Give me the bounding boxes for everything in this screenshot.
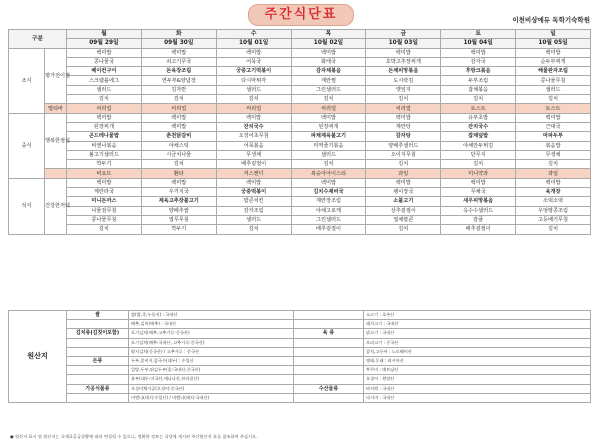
menu-item: 백미밥	[67, 178, 142, 187]
origin-row	[9, 366, 591, 375]
menu-item: 도시락김	[366, 76, 441, 85]
menu-item: 마파두부	[516, 132, 591, 141]
menu-item: 샐러드	[291, 150, 366, 159]
menu-item: 김치	[67, 225, 142, 234]
origin-value: 두부,콩비지,콩국수(대두) : 수입산	[129, 356, 294, 365]
menu-item: 김치	[441, 95, 516, 104]
menu-row	[9, 67, 591, 76]
menu-item: 무생채	[216, 150, 291, 159]
menu-item: 김치	[366, 225, 441, 234]
section-label: 구분	[9, 30, 67, 49]
date-header: 10월 02일	[291, 39, 366, 48]
band-label	[45, 169, 67, 178]
origin-row	[9, 393, 591, 402]
menu-item: 호박고추장찌개	[366, 57, 441, 66]
menu-item: 어묵국	[216, 57, 291, 66]
menu-item: 백미밥	[516, 48, 591, 57]
menu-item: 제육고추장불고기	[141, 197, 216, 206]
menu-item: 백미밥	[141, 48, 216, 57]
menu-item: 샐러드	[516, 85, 591, 94]
day-header: 수	[216, 30, 291, 39]
menu-item: 잔치국수	[216, 122, 291, 131]
menu-item: 백미밥	[441, 178, 516, 187]
menu-item: 무생채	[516, 150, 591, 159]
menu-item: 백미밥	[141, 178, 216, 187]
origin-row	[9, 338, 591, 347]
menu-item: 김치	[141, 160, 216, 169]
origin-row	[9, 375, 591, 384]
menu-item: 김치	[291, 160, 366, 169]
origin-value: 소고기 : 호주산	[364, 311, 591, 320]
origin-category	[67, 393, 129, 402]
menu-item: 새우피망볶음	[441, 197, 516, 206]
origin-row	[9, 356, 591, 365]
menu-row	[9, 178, 591, 187]
menu-item: 된장찌개	[67, 122, 142, 131]
origin-value: 바지락 : 국내산	[364, 384, 591, 393]
menu-item: 야채스틱	[141, 141, 216, 150]
origin-category	[294, 393, 364, 402]
menu-item: 콩나물무침	[516, 76, 591, 85]
menu-item: 감자조림	[216, 206, 291, 215]
menu-item: 백미밥	[516, 178, 591, 187]
meal-sublabel: 건강한저녁	[45, 178, 67, 234]
menu-item: 김치	[67, 95, 142, 104]
menu-row	[9, 160, 591, 169]
origin-row	[9, 384, 591, 393]
band-item: 환타	[141, 169, 216, 178]
menu-row	[9, 150, 591, 159]
origin-value: 돼지고기 : 국내산	[364, 320, 591, 329]
origin-category	[67, 347, 129, 356]
origin-category	[294, 347, 364, 356]
band-item: 씨리얼	[141, 104, 216, 113]
menu-row	[9, 95, 591, 104]
menu-item: 된장찌개	[291, 122, 366, 131]
menu-table	[8, 29, 591, 235]
menu-item: 백미밥	[216, 113, 291, 122]
menu-item: 야채고로케	[291, 206, 366, 215]
band-label: 멀티바	[45, 104, 67, 113]
menu-item: 순두부찌개	[516, 57, 591, 66]
menu-row	[9, 57, 591, 66]
band-item: 씨리얼	[216, 104, 291, 113]
date-header: 10월 03일	[366, 39, 441, 48]
menu-item: 잔치국수	[441, 122, 516, 131]
origin-value: 닭고기 : 국내산	[364, 329, 591, 338]
origin-value: 얼방,두부,튀김두부(콩:국내산,중국산)	[129, 366, 294, 375]
menu-row	[9, 132, 591, 141]
page-title: 주간식단표	[248, 4, 354, 26]
menu-item: 미니돈까스	[67, 197, 142, 206]
meal-sublabel: 행복한점심	[45, 113, 67, 169]
origin-row	[9, 329, 591, 338]
menu-item: 김치	[291, 95, 366, 104]
origin-value: 양지김치(중국산) / 고추가루 : 중국산	[129, 347, 294, 356]
band-item: 씨리얼	[67, 104, 142, 113]
menu-item: 김자반	[141, 85, 216, 94]
date-header: 10월 04일	[441, 39, 516, 48]
menu-row	[9, 141, 591, 150]
origin-category	[294, 366, 364, 375]
origin-category	[67, 366, 129, 375]
menu-item: 감자채볶음	[291, 67, 366, 76]
menu-item: 김치	[516, 225, 591, 234]
menu-item: 감자국	[441, 57, 516, 66]
menu-item: 돈채피망볶음	[366, 67, 441, 76]
menu-item: 야채만두튀김	[441, 141, 516, 150]
origin-row	[9, 320, 591, 329]
menu-item: 백미밥	[291, 178, 366, 187]
menu-item: 그린샐러드	[291, 85, 366, 94]
menu-item: 나물검무침	[67, 206, 142, 215]
menu-item: 파채제육불고기	[291, 132, 366, 141]
menu-row	[9, 85, 591, 94]
menu-item: 상추겉절이	[366, 206, 441, 215]
meal-label: 중식	[9, 113, 45, 178]
menu-row	[9, 188, 591, 197]
menu-item: 깍두기	[141, 225, 216, 234]
band-item: 과일	[366, 169, 441, 178]
origin-value: 다시마 : 국내산	[364, 393, 591, 402]
menu-item: 양배추샐러드	[366, 141, 441, 150]
menu-item: 오징어초무침	[216, 132, 291, 141]
menu-row	[9, 225, 591, 234]
organization-name: 이천비상에듀 독학기숙학원	[512, 16, 590, 24]
menu-item: 팽이장국	[366, 188, 441, 197]
origin-value: 명태,동태 : 러시아산	[364, 356, 591, 365]
menu-item: 샐러드	[67, 85, 142, 94]
origin-value: 쭈꾸미 : 베트남산	[364, 366, 591, 375]
origin-category: 돈류	[67, 356, 129, 365]
day-header: 목	[291, 30, 366, 39]
band-item: 비요뜨	[67, 169, 142, 178]
origin-value: 포기김치(배추:국내산, 고추가루:중국산)	[129, 338, 294, 347]
menu-item: 두부조림	[441, 76, 516, 85]
menu-item: 샐러드	[216, 215, 291, 224]
day-header: 금	[366, 30, 441, 39]
band-item: 씨리얼	[291, 104, 366, 113]
menu-item: 백미밥	[366, 113, 441, 122]
origin-value: 비엔나(돼지:수입산) / 비엔나(돼지:국내산)	[129, 393, 294, 402]
menu-item: 김치	[141, 95, 216, 104]
menu-item: 육개장	[516, 188, 591, 197]
header	[0, 0, 600, 28]
menu-item: 백미밥	[67, 48, 142, 57]
menu-item: 백미밥	[141, 122, 216, 131]
band-item: 토스트	[516, 104, 591, 113]
menu-item: 단무지	[441, 150, 516, 159]
menu-item: 김치	[366, 95, 441, 104]
menu-item: 김치	[366, 160, 441, 169]
menu-item: 우거지국	[141, 188, 216, 197]
menu-row	[9, 122, 591, 131]
origin-category	[294, 375, 364, 384]
menu-item: 시금치나물	[141, 150, 216, 159]
menu-item: 샐러드	[216, 85, 291, 94]
origin-label: 원산지	[9, 311, 67, 403]
menu-item: 콩나물국	[67, 57, 142, 66]
menu-band-row	[9, 169, 591, 178]
menu-item: 계란찜	[291, 76, 366, 85]
menu-item: 비엔나볶음	[67, 141, 142, 150]
menu-item: 백미밥	[366, 48, 441, 57]
day-header: 화	[141, 30, 216, 39]
origin-category	[294, 338, 364, 347]
menu-item: 김치	[216, 95, 291, 104]
menu-item: 열무무침	[141, 215, 216, 224]
origin-category	[67, 375, 129, 384]
menu-item: 베이컨구이	[67, 67, 142, 76]
menu-row	[9, 206, 591, 215]
menu-item: 깍두기	[67, 160, 142, 169]
menu-row	[9, 197, 591, 206]
menu-item: 계란라국	[67, 188, 142, 197]
menu-row	[9, 215, 591, 224]
menu-row	[9, 76, 591, 85]
origin-category: 육 류	[294, 329, 364, 338]
origin-category: 가공식품류	[67, 384, 129, 393]
menu-item: 궁중고기떡볶이	[216, 67, 291, 76]
menu-item: 백미밥	[516, 113, 591, 122]
meal-label: 석식	[9, 178, 45, 234]
date-header: 09월 29일	[67, 39, 142, 48]
menu-item: 소떡소떡	[516, 197, 591, 206]
day-header: 월	[67, 30, 142, 39]
origin-category: 쌀	[67, 311, 129, 320]
origin-table	[8, 310, 591, 403]
menu-item: 백미밥	[291, 48, 366, 57]
menu-item: 배추겉절이	[291, 225, 366, 234]
origin-category: 김치류(김칫이포함)	[67, 329, 129, 338]
origin-category	[294, 320, 364, 329]
origin-row	[9, 347, 591, 356]
menu-item: 화태국	[291, 57, 366, 66]
menu-item: 김치	[441, 160, 516, 169]
menu-item: 후랑크볶음	[441, 67, 516, 76]
menu-item: 잡채볶음	[441, 85, 516, 94]
menu-item: 미역줄기볶음	[291, 141, 366, 150]
origin-value: 배추,김치(배추) : 국내산	[129, 320, 294, 329]
menu-item: 김치	[216, 225, 291, 234]
menu-item: 해물완자조림	[516, 67, 591, 76]
menu-item: 백미밥	[366, 178, 441, 187]
menu-item: 팝콘치킨	[216, 197, 291, 206]
menu-item: 쇠고기무국	[141, 57, 216, 66]
meal-label: 조식	[9, 48, 45, 113]
menu-item: 스크램블에그	[67, 76, 142, 85]
menu-item: 김치	[516, 95, 591, 104]
menu-item: 어묵볶음	[216, 141, 291, 150]
menu-item: 깻잎지	[366, 85, 441, 94]
menu-item: 배추겉절이	[216, 160, 291, 169]
menu-item: 김치	[516, 160, 591, 169]
origin-category: 수산물류	[294, 384, 364, 393]
band-item: 저스캔디	[216, 169, 291, 178]
menu-item: 잡채덮밥	[441, 132, 516, 141]
origin-row	[9, 311, 591, 320]
menu-item: 백미밥	[216, 178, 291, 187]
footnote: ● 원산지 표시 및 원산지는 식재료공급상황에 따라 변경될 수 있으니, 정확한 정보는 식당에 게시된 주간원산지 표를 참조하여 주십시오.	[10, 434, 258, 439]
origin-value: 오리고기 : 중국산	[364, 338, 591, 347]
menu-item: 고등배기무침	[516, 215, 591, 224]
origin-value: 쌀(밥,죽,누룽지) : 국내산	[129, 311, 294, 320]
origin-value: 유부(대두:미국산,캐나다산,브라질산)	[129, 375, 294, 384]
menu-item: 계란장조림	[291, 197, 366, 206]
menu-item: 그린샐러드	[291, 215, 366, 224]
menu-item: 근대국	[516, 122, 591, 131]
menu-item: 돈육장조림	[141, 67, 216, 76]
menu-item: 김치수제비국	[291, 188, 366, 197]
menu-row	[9, 113, 591, 122]
origin-category	[67, 338, 129, 347]
menu-item: 감자탕	[366, 132, 441, 141]
band-item: 복숭아아이스티	[291, 169, 366, 178]
menu-item: 우엉땅콩조림	[516, 206, 591, 215]
origin-value: 꽁치,고등어 : 노르웨이산	[364, 347, 591, 356]
origin-value: 포기김치(배추,고추가루:중국산)	[129, 329, 294, 338]
menu-item: 소불고기	[366, 197, 441, 206]
day-header: 일	[516, 30, 591, 39]
menu-item: 볶음밥	[516, 141, 591, 150]
menu-band-row	[9, 104, 591, 113]
menu-item: 궁중떡볶이	[216, 188, 291, 197]
band-item: 미니약과	[441, 169, 516, 178]
day-header: 토	[441, 30, 516, 39]
band-item: 과일	[516, 169, 591, 178]
band-item: 토스트	[441, 104, 516, 113]
menu-item: 곤드레나물밥	[67, 132, 142, 141]
menu-item: 유부초밥	[441, 113, 516, 122]
menu-item: 오이지무침	[366, 150, 441, 159]
menu-item: 콩나물무침	[67, 215, 142, 224]
band-item: 씨리얼	[366, 104, 441, 113]
meal-sublabel: 평가전이점	[45, 48, 67, 104]
menu-item: 양배추쌈	[141, 206, 216, 215]
menu-item: 옥수수샐러드	[441, 206, 516, 215]
menu-item: 열채팝콘	[366, 215, 441, 224]
menu-item: 백미밥	[141, 113, 216, 122]
menu-item: 춘천닭갈비	[141, 132, 216, 141]
menu-item: 불고기샐러드	[67, 150, 142, 159]
menu-row	[9, 48, 591, 57]
date-header: 10월 01일	[216, 39, 291, 48]
menu-item: 백미밥	[67, 113, 142, 122]
date-header: 10월 05일	[516, 39, 591, 48]
origin-value: 오징어 : 원양산	[364, 375, 591, 384]
menu-item: 배추겉절이	[441, 225, 516, 234]
menu-item: 백미밥	[441, 48, 516, 57]
origin-value: 오징어채가공(오징어:중국산)	[129, 384, 294, 393]
menu-item: 연두부&양념장	[141, 76, 216, 85]
menu-item: 다시마튀각	[216, 76, 291, 85]
menu-item: 백미밥	[291, 113, 366, 122]
date-header: 09월 30일	[141, 39, 216, 48]
menu-item: 백미밥	[216, 48, 291, 57]
menu-item: 감귤	[441, 215, 516, 224]
menu-item: 계란탕	[366, 122, 441, 131]
menu-item: 무채국	[441, 188, 516, 197]
origin-category	[67, 320, 129, 329]
origin-category	[294, 356, 364, 365]
origin-category	[294, 311, 364, 320]
